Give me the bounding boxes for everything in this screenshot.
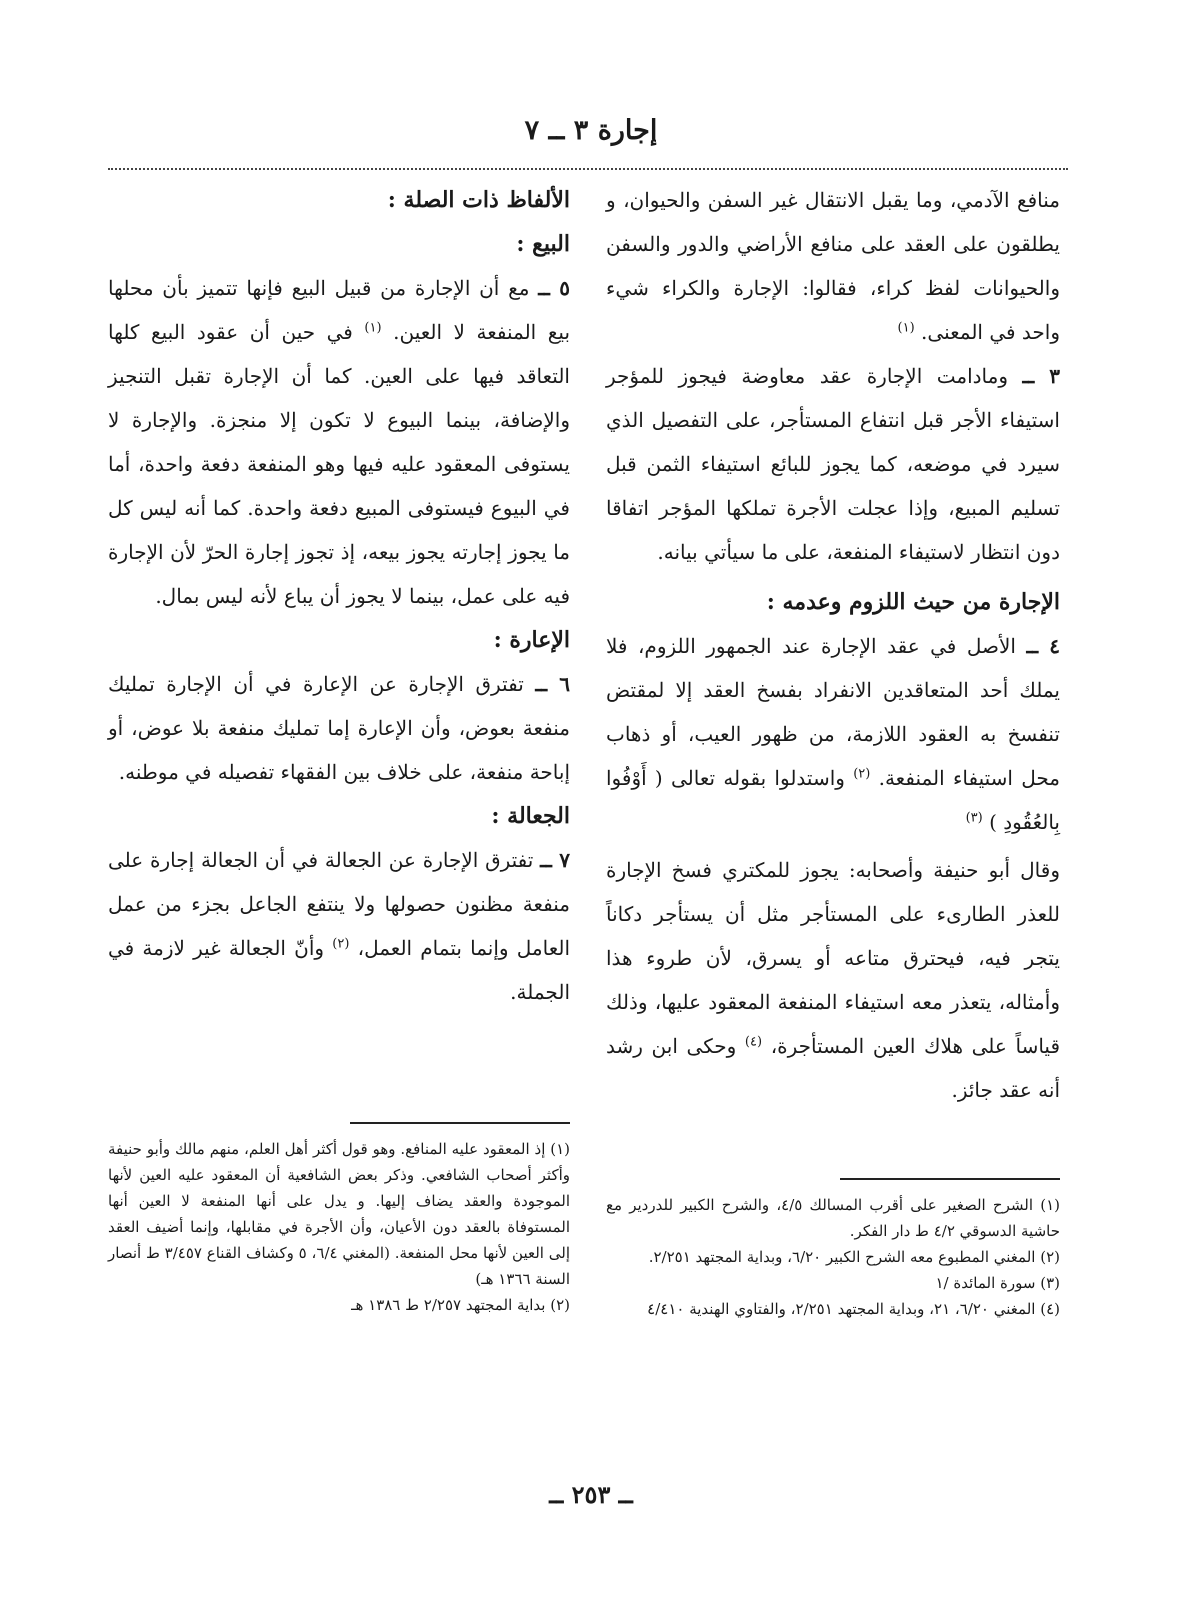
paragraph-2-continued: منافع الآدمي، وما يقبل الانتقال غير السفن والحيوان، و يطلقون على العقد على منافع الأراضي والدور والسفن والحيوانات لفظ كراء، فقالوا: الإجارة والكراء شيء واحد في المعنى. $^{(١)}$ [606,188,1060,344]
footnote-divider [350,1122,570,1124]
footnote: (١) الشرح الصغير على أقرب المسالك ٤/٥، والشرح الكبير للدردير مع حاشية الدسوقي ٤/٢ ط دار الفكر. [606,1196,1060,1240]
footnote-ref: (٣) [965,810,983,826]
footnote-ref: (٢) [332,936,350,952]
footnotes-right [606,1178,1060,1322]
header-divider [108,168,1068,170]
section-heading-lazum: الإجارة من حيث اللزوم وعدمه : [766,589,1060,615]
footnote-ref: (٤) [744,1034,763,1050]
footnote-divider [840,1178,1060,1180]
running-header [0,108,1182,154]
paragraph-number: ٦ ــ [535,672,571,696]
footnote-ref: (١) [897,320,915,336]
header-title: إجارة ٣ ــ ٧ [524,115,658,146]
subheading-iara: الإعارة : [493,627,570,653]
page-number: ــ ٢٥٣ ــ [549,1480,633,1509]
paragraph-number: ٤ ــ [1026,634,1060,658]
paragraph-number: ٧ ــ [540,848,571,872]
footnote-ref: (١) [364,320,382,336]
paragraph-4: ٤ ــ الأصل في عقد الإجارة عند الجمهور اللزوم، فلا يملك أحد المتعاقدين الانفراد بفسخ العقد إلا لمقتض تنفسخ به العقود اللازمة، من ظهور العيب، أو ذهاب محل استيفاء المنفعة. $^{(٢)}$ واستدلوا بقوله تعالى ( أَوْفُوا بِالعُقُودِ ) $^{(٣)}$ [606,634,1060,834]
paragraph-4-continued: وقال أبو حنيفة وأصحابه: يجوز للمكتري فسخ الإجارة للعذر الطارىء على المستأجر مثل أن يستأجر دكاناً يتجر فيه، فيحترق متاعه أو يسرق، لأن طروء هذا وأمثاله، يتعذر معه استيفاء المنفعة المعقود عليها، وذلك قياساً على هلاك العين المستأجرة، $^{(٤)}$ وحكى ابن رشد أنه عقد جائز. [606,858,1061,1102]
subheading-bay: البيع : [516,231,570,257]
subheading-juala: الجعالة : [491,803,570,829]
footnote: (٢) المغني المطبوع معه الشرح الكبير ٦/٢٠، وبداية المجتهد ٢/٢٥١. [648,1248,1060,1266]
footnote: (٣) سورة المائدة /١ [935,1274,1060,1292]
paragraph-6: ٦ ــ تفترق الإجارة عن الإعارة في أن الإجارة تمليك منفعة بعوض، وأن الإعارة إما تمليك منفعة بلا عوض، أو إباحة منفعة، على خلاف بين الفقهاء تفصيله في موطنه. [108,672,571,784]
footnote-ref: (٢) [853,766,871,782]
paragraph-7: ٧ ــ تفترق الإجارة عن الجعالة في أن الجعالة إجارة على منفعة مظنون حصولها ولا ينتفع الجاعل بجزء من عمل العامل وإنما بتمام العمل، $^{(٢)}$ وأنّ الجعالة غير لازمة في الجملة. [108,848,571,1004]
section-heading-alfaz: الألفاظ ذات الصلة : [387,187,570,213]
paragraph-5: ٥ ــ مع أن الإجارة من قبيل البيع فإنها تتميز بأن محلها بيع المنفعة لا العين. $^{(١)}$ في حين أن عقود البيع كلها التعاقد فيها على العين. كما أن الإجارة تقبل التنجيز والإضافة، بينما البيوع لا تكون إلا منجزة. والإجارة لا يستوفى المعقود عليه فيها وهو المنفعة دفعة واحدة، أما في البيوع فيستوفى المبيع دفعة واحدة. كما أنه ليس كل ما يجوز إجارته يجوز بيعه، إذ تجوز إجارة الحرّ لأن الإجارة فيه على عمل، بينما لا يجوز أن يباع لأنه ليس بمال. [108,276,571,608]
footnote: (١) إذ المعقود عليه المنافع. وهو قول أكثر أهل العلم، منهم مالك وأبو حنيفة وأكثر أصحاب الشافعي. وذكر بعض الشافعية أن المعقود عليه العين لأنها الموجودة والعقد يضاف إليها. و يدل على أنها المنفعة لا العين أنها المستوفاة بالعقد دون الأعيان، وأن الأجرة في مقابلها، وإنما أضيف العقد إلى العين لأنها محل المنفعة. (المغني ٦/٤، ٥ وكشاف القناع ٣/٤٥٧ ط أنصار السنة ١٣٦٦ هـ) [108,1140,571,1288]
footnotes-left [108,1122,570,1318]
paragraph-number: ٥ ــ [538,276,570,300]
footnote: (٢) بداية المجتهد ٢/٢٥٧ ط ١٣٨٦ هـ [351,1296,570,1314]
paragraph-3: ٣ ــ ومادامت الإجارة عقد معاوضة فيجوز للمؤجر استيفاء الأجر قبل انتفاع المستأجر، على التفصيل الذي سيرد في موضعه، كما يجوز للبائع استيفاء الثمن قبل تسليم المبيع، وإذا عجلت الأجرة تملكها المؤجر اتفاقا دون انتظار لاستيفاء المنفعة، على ما سيأتي بيانه. [606,364,1061,564]
paragraph-number: ٣ ــ [1022,364,1061,388]
footnote: (٤) المغني ٦/٢٠، ٢١، وبداية المجتهد ٢/٢٥١، والفتاوي الهندية ٤/٤١٠ [647,1300,1060,1318]
